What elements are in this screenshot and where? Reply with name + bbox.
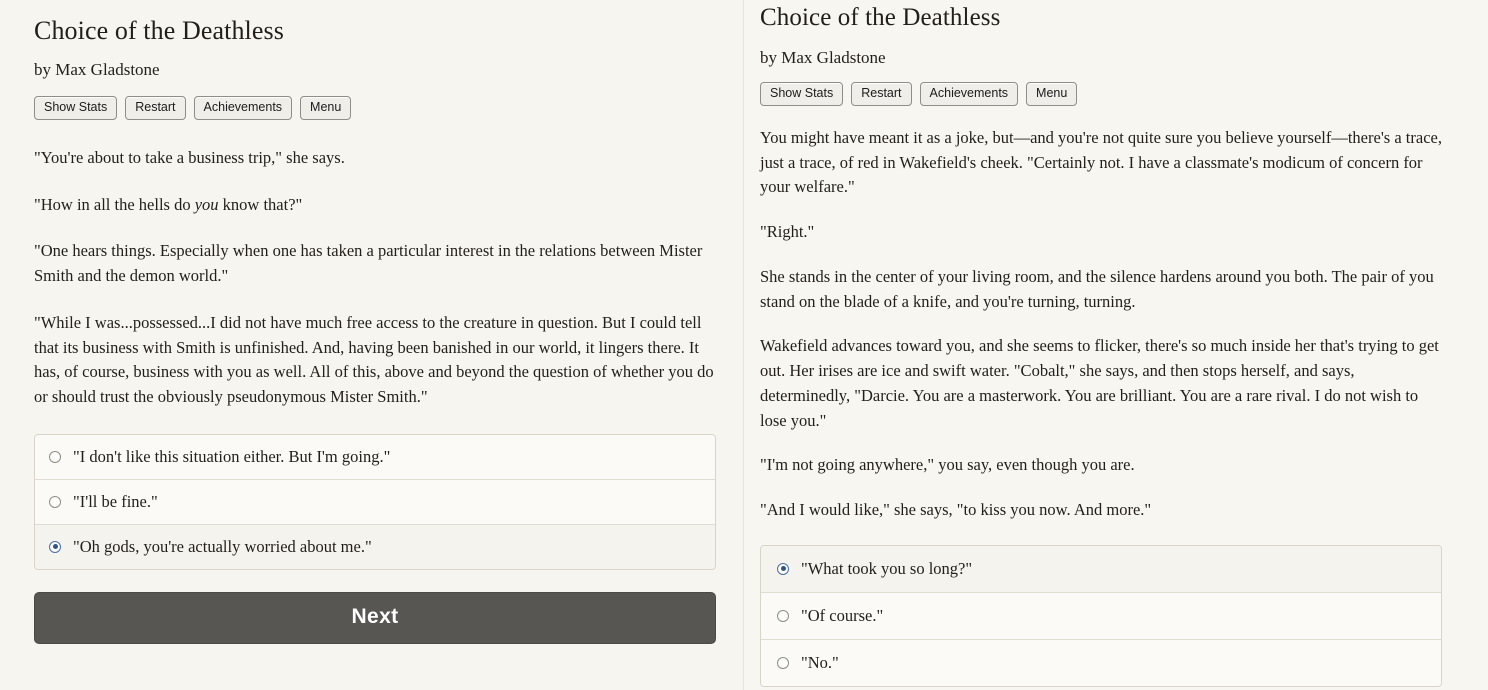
choice-label: "No.": [801, 652, 839, 672]
menu-button[interactable]: Menu: [1026, 82, 1077, 106]
story-paragraph: Wakefield advances toward you, and she seems to flicker, there's so much inside her that's trying to get out. Her irises are ice and swift water. "Cobalt," she says, and then stops herself, and says, determinedly, "Darcie. You are a masterwork. You are brilliant. You are a rare rival. I do not wish to lose you.": [760, 336, 1439, 430]
next-button[interactable]: Next: [34, 592, 716, 644]
page-title: Choice of the Deathless: [34, 16, 284, 45]
story-paragraph: She stands in the center of your living room, and the silence hardens around you both. The pair of you stand on the blade of a knife, and you're turning, turning.: [760, 266, 1434, 311]
choice-list: [760, 545, 1442, 687]
story-paragraph: "You're about to take a business trip," she says.: [34, 147, 345, 167]
list-item[interactable]: [35, 480, 715, 525]
restart-button[interactable]: Restart: [851, 82, 911, 106]
author-byline: by Max Gladstone: [760, 47, 886, 67]
choice-label: "Of course.": [801, 605, 884, 625]
radio-icon[interactable]: [777, 610, 789, 622]
emphasized-word: you: [194, 194, 219, 214]
story-paragraph: "While I was...possessed...I did not have much free access to the creature in question. But I could tell that its business with Smith is unfinished. And, having been banished in our world, it lingers there. It has, of course, business with you as well. All of this, above and beyond the question of whether you do or should trust the obviously pseudonymous Mister Smith.": [34, 312, 714, 407]
story-paragraph: You might have meant it as a joke, but—and you're not quite sure you believe yourself—there's a trace, just a trace, of red in Wakefield's cheek. "Certainly not. I have a classmate's modicum of concern for your welfare.": [760, 127, 1442, 197]
radio-icon[interactable]: [49, 451, 61, 463]
radio-icon-selected[interactable]: [49, 541, 61, 553]
show-stats-button[interactable]: Show Stats: [760, 82, 843, 106]
story-paragraph: "And I would like," she says, "to kiss you now. And more.": [760, 500, 1152, 519]
list-item[interactable]: [35, 525, 715, 569]
story-paragraph: "One hears things. Especially when one has taken a particular interest in the relations between Mister Smith and the demon world.": [34, 241, 703, 286]
toolbar: [34, 96, 716, 120]
choice-label: "Oh gods, you're actually worried about me.": [73, 536, 372, 556]
list-item[interactable]: [35, 435, 715, 480]
right-game-pane: [744, 0, 1488, 690]
list-item[interactable]: [761, 546, 1441, 593]
page-title: Choice of the Deathless: [760, 4, 1001, 31]
radio-icon[interactable]: [49, 496, 61, 508]
menu-button[interactable]: Menu: [300, 96, 351, 120]
author-byline: by Max Gladstone: [34, 59, 160, 79]
story-paragraph: "I'm not going anywhere," you say, even though you are.: [760, 455, 1135, 475]
achievements-button[interactable]: Achievements: [920, 82, 1019, 106]
story-paragraph: "Right.": [760, 222, 815, 241]
radio-icon[interactable]: [777, 657, 789, 669]
toolbar: [760, 82, 1442, 106]
choice-label: "I don't like this situation either. But I'm going.": [73, 446, 391, 466]
choice-label: "What took you so long?": [801, 558, 973, 578]
choice-label: "I'll be fine.": [73, 491, 158, 511]
radio-icon-selected[interactable]: [777, 563, 789, 575]
list-item[interactable]: [761, 640, 1441, 686]
list-item[interactable]: [761, 593, 1441, 640]
show-stats-button[interactable]: Show Stats: [34, 96, 117, 120]
choice-list: [34, 434, 716, 570]
story-paragraph: "How in all the hells do you know that?": [34, 194, 303, 214]
achievements-button[interactable]: Achievements: [194, 96, 293, 120]
restart-button[interactable]: Restart: [125, 96, 185, 120]
